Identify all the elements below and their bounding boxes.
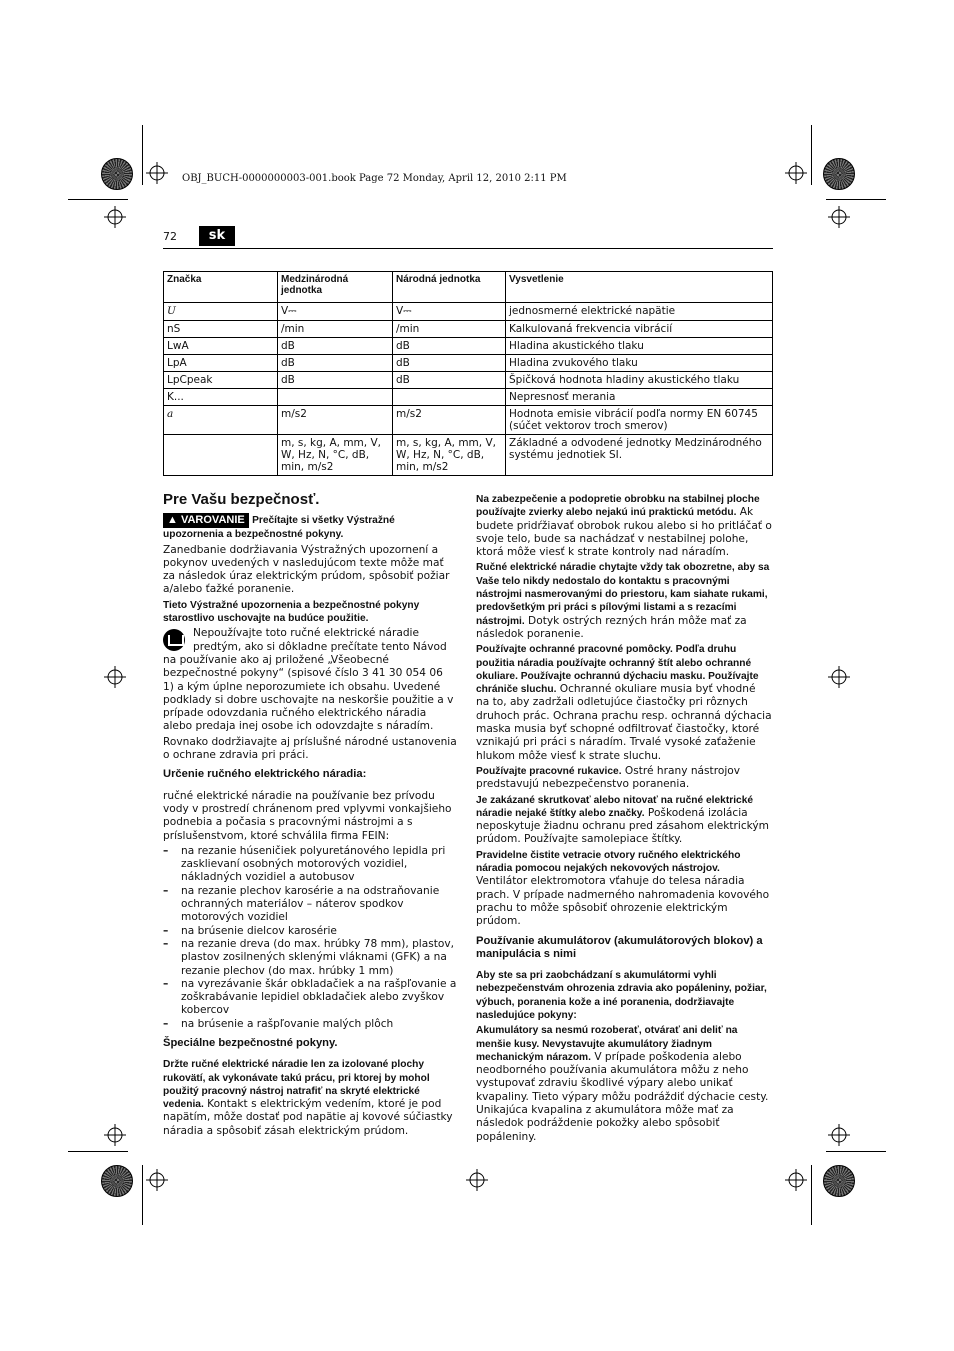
explanation-cell: Kalkulovaná frekvencia vibrácií — [506, 321, 773, 338]
national-unit-cell: V⎓ — [393, 303, 506, 321]
table-row — [164, 372, 773, 389]
table-header-row — [164, 272, 773, 303]
symbol-cell: nS — [164, 321, 278, 338]
crop-mark — [811, 1165, 812, 1225]
crop-mark — [826, 199, 886, 200]
paragraph: Rovnako dodržiavajte aj príslušné národné ustanovenia o ochrane zdravia pri práci. — [163, 735, 457, 762]
list-item: – na rezanie plechov karosérie a na odstraňovanie ochranných materiálov – náterov spodkov motorových vozidiel — [163, 885, 457, 925]
paragraph-bold: Akumulátory sa nesmú rozoberať, otvárať ani deliť na menšie kusy. Nevystavujte akumulátory žiadnym mechanickým nárazom. — [476, 1025, 738, 1063]
header-rule — [163, 248, 773, 249]
paragraph-bold: Držte ručné elektrické náradie len za izolované plochy rukovätí, ak vykonávate takú prácu, pri ktorej by mohol použitý pracovný nástroj natrafiť na skryté elektrické vedenia. — [163, 1059, 430, 1111]
table-row — [164, 355, 773, 372]
national-unit-cell: dB — [393, 338, 506, 355]
registration-target-icon — [104, 1124, 126, 1146]
table-row — [164, 321, 773, 338]
units-table — [163, 271, 773, 476]
paragraph: Ochranné okuliare musia byť vhodné na to, aby zadržali odletujúce čiastočky pri rôznych druhoch prác. Ochrana prachu resp. ochranná dýchacia maska musia byť schopné odfiltrovať čiastočky, ktoré vznikajú pri práci s náradím. Trvalé vysoké zaťaženie hlukom môže viesť k strate sluchu. — [476, 683, 772, 762]
paragraph: Zanedbanie dodržiavania Výstražných upozornení a pokynov uvedených v nasledujúcom texte môže mať za následok úraz elektrickým prúdom, spôsobiť požiar a/alebo ťažké poranenie. — [163, 543, 450, 596]
paragraph: Ak budete pridŕžiavať obrobok rukou alebo si ho pritláčať o svoje telo, bude sa nachádzať v nestabilnej polohe, ktorá môže viesť k strate kontroly nad náradím. — [476, 506, 772, 559]
paragraph: Ostré hrany nástrojov predstavujú nebezpečenstvo poranenia. — [476, 764, 741, 791]
read-manual-icon — [163, 629, 185, 651]
national-unit-cell: dB — [393, 355, 506, 372]
warning-badge: ▲ VAROVANIE — [163, 513, 249, 528]
intl-unit-cell — [278, 389, 393, 406]
registration-rosette-icon — [823, 158, 855, 190]
intl-unit-cell: m/s2 — [278, 406, 393, 435]
table-row — [164, 435, 773, 476]
intl-unit-cell: dB — [278, 372, 393, 389]
explanation-cell: Hladina zvukového tlaku — [506, 355, 773, 372]
paragraph-bold: Používajte pracovné rukavice. — [476, 765, 622, 777]
list-item: – na vyrezávanie škár obkladačiek a na rašpľovanie a zoškrabávanie lepidiel obkladačiek alebo zvyškov kobercov — [163, 978, 457, 1018]
subheading: Špeciálne bezpečnostné pokyny. — [163, 1036, 338, 1049]
paragraph-bold: Pravidelne čistite vetracie otvory ručného elektrického náradia pomocou nejakých nekovových nástrojov. — [476, 849, 741, 875]
table-header-cell: Národná jednotka — [393, 272, 506, 303]
registration-target-icon — [828, 666, 850, 688]
list-item: – na brúsenie a rašpľovanie malých plôch — [163, 1018, 457, 1031]
national-unit-cell: /min — [393, 321, 506, 338]
crop-mark — [142, 125, 143, 185]
page-number: 72 — [163, 230, 177, 243]
paragraph-bold: Používajte ochranné pracovné pomôcky. Podľa druhu použitia náradia používajte ochranný štít alebo ochranné okuliare. Používajte ochrannú dýchaciu masku. Používajte chrániče sluchu. — [476, 644, 759, 696]
explanation-cell: Špičková hodnota hladiny akustického tlaku — [506, 372, 773, 389]
crop-mark — [811, 125, 812, 185]
registration-rosette-icon — [101, 158, 133, 190]
paragraph: Dotyk ostrých rezných hrán môže mať za následok poranenie. — [476, 614, 747, 640]
crop-mark — [142, 1165, 143, 1225]
paragraph: ručné elektrické náradie na používanie bez prívodu vody v prostredí chránenom pred vplyvmi vonkajšieho podnebia a počasia s pracovnými nástrojmi a s príslušenstvom, ktoré schválila firma FEIN: — [163, 789, 452, 842]
registration-target-icon — [104, 666, 126, 688]
paragraph: Kontakt s elektrickým vedením, ktoré je pod napätím, môže dostať pod napätie aj kovové súčiastky náradia a spôsobiť zásah elektrickým prúdom. — [163, 1098, 453, 1137]
symbol-cell: a — [164, 406, 278, 435]
paragraph: Nepoužívajte toto ručné elektrické náradie predtým, ako si dôkladne prečítate tento Návod na používanie ako aj priložené „Všeobecné bezpečnostné pokyny“ (spisové číslo 3 41 30 054 06 1) a kým úplne neporozumiete ich obsahu. Uvedené podklady si dobre uschovajte na neskoršie použitie a v prípade odovzdania ručného elektrického náradia alebo predaja inej osobe ich odovzdajte s náradím. — [163, 627, 454, 733]
explanation-cell: jednosmerné elektrické napätie — [506, 303, 773, 321]
usage-list — [163, 845, 457, 1031]
table-header-cell: Medzinárodná jednotka — [278, 272, 393, 303]
crop-mark — [68, 199, 128, 200]
registration-target-icon — [146, 162, 168, 184]
paragraph-bold: Tieto Výstražné upozornenia a bezpečnostné pokyny starostlivo uschovajte na budúce použitie. — [163, 599, 420, 625]
paragraph: Poškodená izolácia neposkytuje žiadnu ochranu pred zásahom elektrickým prúdom. Používajte samolepiace štítky. — [476, 806, 769, 846]
national-unit-cell — [393, 389, 506, 406]
registration-target-icon — [828, 206, 850, 228]
national-unit-cell: dB — [393, 372, 506, 389]
symbol-cell: LpCpeak — [164, 372, 278, 389]
intl-unit-cell: dB — [278, 355, 393, 372]
warning-label: VAROVANIE — [180, 514, 245, 526]
registration-rosette-icon — [101, 1165, 133, 1197]
national-unit-cell: m, s, kg, A, mm, V, W, Hz, N, °C, dB, min, m/s2 — [393, 435, 506, 476]
subheading: Používanie akumulátorov (akumulátorových blokov) a manipulácia s nimi — [476, 934, 763, 960]
table-row — [164, 406, 773, 435]
table-header-cell: Vysvetlenie — [506, 272, 773, 303]
registration-target-icon — [146, 1169, 168, 1191]
explanation-cell: Základné a odvodené jednotky Medzinárodného systému jednotiek SI. — [506, 435, 773, 476]
crop-mark — [68, 1151, 128, 1152]
explanation-cell: Hodnota emisie vibrácií podľa normy EN 60745 (súčet vektorov troch smerov) — [506, 406, 773, 435]
symbol-cell: U — [164, 303, 278, 321]
right-column — [476, 493, 772, 1146]
symbol-cell — [164, 435, 278, 476]
file-info: OBJ_BUCH-0000000003-001.book Page 72 Monday, April 12, 2010 2:11 PM — [182, 173, 567, 184]
symbol-cell: K... — [164, 389, 278, 406]
registration-target-icon — [466, 1169, 488, 1191]
registration-target-icon — [785, 1169, 807, 1191]
crop-mark — [826, 1151, 886, 1152]
paragraph: V prípade poškodenia alebo neodborného používania akumulátora môžu z neho vystupovať zdraviu škodlivé výpary alebo unikať kvapaliny. Tieto výpary môžu podráždiť dýchacie cesty. Unikajúca kvapalina z akumulátora môže mať za následok podráždenie pokožky alebo spôsobiť popáleniny. — [476, 1050, 769, 1143]
paragraph-bold: Ručné elektrické náradie chytajte vždy tak obozretne, aby sa Vaše telo nikdy nedostalo do kontaktu s pracovnými nástrojmi nasmerovanými do priestoru, kam siahate rukami, predovšetkým pri práci s pílovými listami a s rezacími nástrojmi. — [476, 562, 770, 627]
left-column — [163, 513, 457, 1140]
paragraph: Ventilátor elektromotora vťahuje do telesa náradia prach. V prípade nadmerného nahromadenia kovového prachu to môže spôsobiť ohrozenie elektrickým prúdom. — [476, 875, 770, 928]
list-item: – na brúsenie dielcov karosérie — [163, 925, 457, 938]
list-item: – na rezanie dreva (do max. hrúbky 78 mm), plastov, plastov zosilnených sklenými vláknami (GFK) a na rezanie plechov (do max. hrúbky 1 mm) — [163, 938, 457, 978]
intl-unit-cell: dB — [278, 338, 393, 355]
registration-rosette-icon — [823, 1165, 855, 1197]
intl-unit-cell: /min — [278, 321, 393, 338]
section-title: Pre Vašu bezpečnosť. — [163, 491, 320, 508]
subheading: Určenie ručného elektrického náradia: — [163, 768, 367, 781]
table-row — [164, 389, 773, 406]
national-unit-cell: m/s2 — [393, 406, 506, 435]
paragraph-bold: Aby ste sa pri zaobchádzaní s akumulátormi vyhli nebezpečenstvám ohrozenia zdravia ako popáleniny, požiar, výbuch, poranenia kože a iné poranenia, dodržiavajte nasledujúce pokyny: — [476, 970, 767, 1021]
warning-text: Prečítajte si všetky Výstražné upozornenia a bezpečnostné pokyny. — [163, 515, 395, 541]
paragraph-bold: Je zakázané skrutkovať alebo nitovať na ručné elektrické náradie nejaké štítky alebo značky. — [476, 794, 754, 819]
symbol-cell: LpA — [164, 355, 278, 372]
explanation-cell: Nepresnosť merania — [506, 389, 773, 406]
language-tab: sk — [199, 226, 235, 246]
list-item: – na rezanie húseničiek polyuretánového lepidla pri zasklievaní osobných motorových vozidiel, nákladných vozidiel a autobusov — [163, 845, 457, 885]
registration-target-icon — [104, 206, 126, 228]
registration-target-icon — [785, 162, 807, 184]
symbol-cell: LwA — [164, 338, 278, 355]
table-row — [164, 338, 773, 355]
paragraph-bold: Na zabezpečenie a podopretie obrobku na stabilnej ploche používajte zvierky alebo nejakú inú praktickú metódu. — [476, 494, 760, 519]
intl-unit-cell: V⎓ — [278, 303, 393, 321]
registration-target-icon — [828, 1124, 850, 1146]
intl-unit-cell: m, s, kg, A, mm, V, W, Hz, N, °C, dB, min, m/s2 — [278, 435, 393, 476]
table-row — [164, 303, 773, 321]
table-header-cell: Značka — [164, 272, 278, 303]
explanation-cell: Hladina akustického tlaku — [506, 338, 773, 355]
